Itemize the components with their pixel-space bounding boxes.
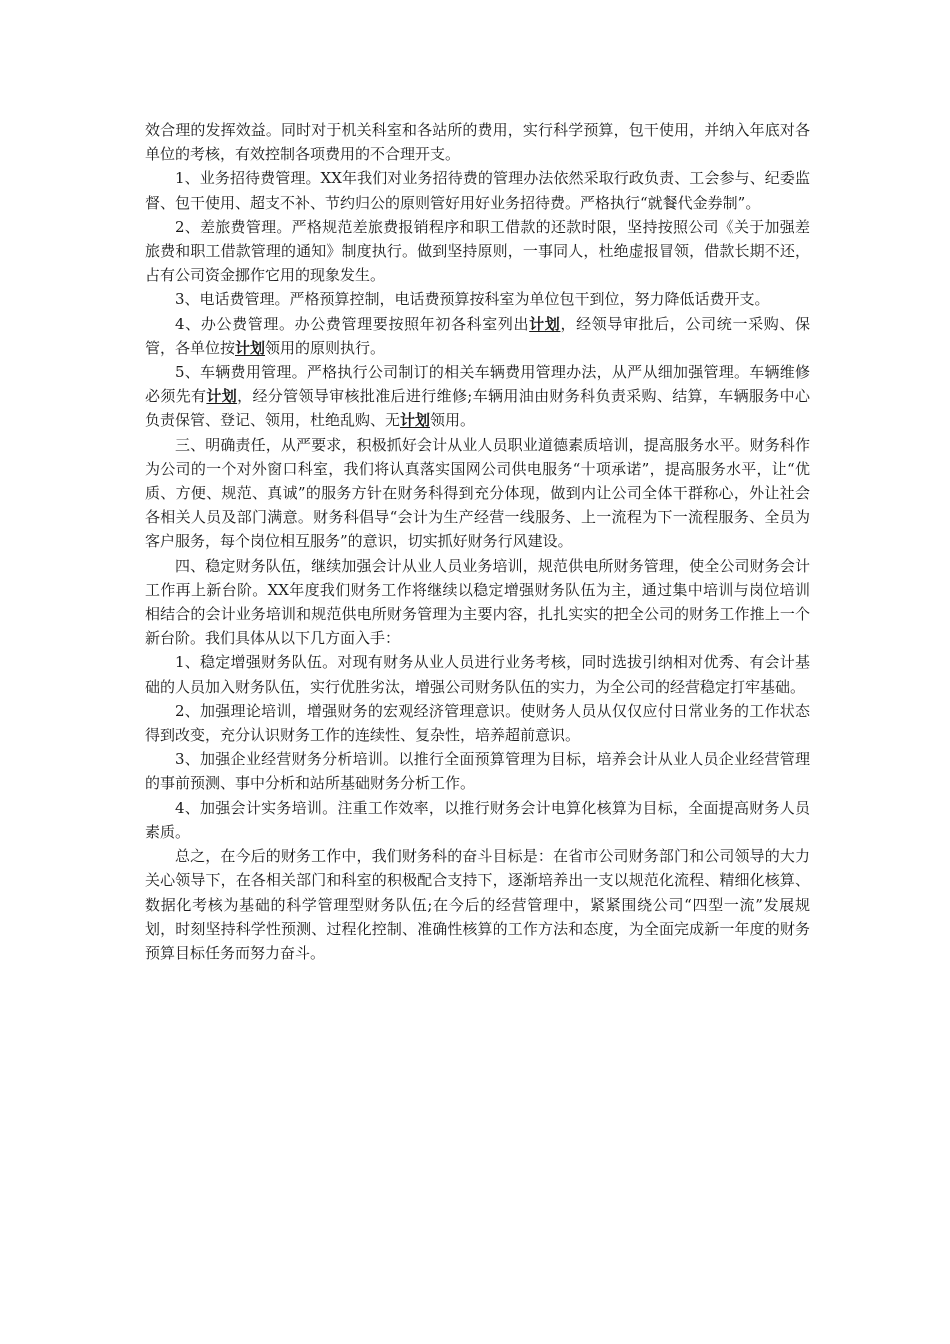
paragraph-text: 5、车辆费用管理。严格执行公司制订的相关车辆费用管理办法，从严从细加强管理。车辆维修必须先有 [145, 363, 810, 406]
plan-link[interactable]: 计划 [529, 314, 561, 333]
paragraph-text: 2、差旅费管理。严格规范差旅费报销程序和职工借款的还款时限，坚持按照公司《关于加强差旅费和职工借款管理的通知》制度执行。做到坚持原则，一事同人，杜绝虚报冒领，借款长期不还，占有公司资金挪作它用的现象发生。 [145, 217, 810, 285]
paragraph [145, 554, 810, 651]
paragraph-text: ，经分管领导审核批准后进行维修;车辆用油由财务科负责采购、结算，车辆服务中心负责保管、登记、领用，杜绝乱购、无 [145, 387, 810, 430]
paragraph [145, 650, 810, 698]
paragraph-text: 1、稳定增强财务队伍。对现有财务从业人员进行业务考核，同时选拔引纳相对优秀、有会计基础的人员加入财务队伍，实行优胜劣汰，增强公司财务队伍的实力，为全公司的经营稳定打牢基础。 [145, 653, 810, 696]
paragraph-text: 1、业务招待费管理。XX年我们对业务招待费的管理办法依然采取行政负责、工会参与、纪委监督、包干使用、超支不补、节约归公的原则管好用好业务招待费。严格执行“就餐代金券制”。 [145, 169, 810, 212]
paragraph [145, 287, 810, 311]
paragraph-text: 4、办公费管理。办公费管理要按照年初各科室列出 [175, 314, 530, 333]
paragraph [145, 312, 810, 360]
paragraph [145, 215, 810, 288]
paragraph-text: ，经领导审批后，公司统一采购、保管，各单位按 [145, 314, 810, 357]
paragraph-text: 三、明确责任，从严要求，积极抓好会计从业人员职业道德素质培训，提高服务水平。财务科作为公司的一个对外窗口科室，我们将认真落实国网公司供电服务“十项承诺”，提高服务水平，让“优质、方便、规范、真诚”的服务方针在财务科得到充分体现，做到内让公司全体干群称心，外让社会各相关人员及部门满意。财务科倡导“会计为生产经营一线服务、上一流程为下一流程服务、全员为客户服务，每个岗位相互服务”的意识，切实抓好财务行风建设。 [145, 435, 810, 551]
paragraph-text: 3、电话费管理。严格预算控制，电话费预算按科室为单位包干到位，努力降低话费开支。 [175, 290, 770, 309]
paragraph-text: 领用。 [430, 411, 476, 430]
paragraph [145, 796, 810, 844]
document-body [145, 118, 810, 965]
paragraph-text: 2、加强理论培训，增强财务的宏观经济管理意识。使财务人员从仅仅应付日常业务的工作状态得到改变，充分认识财务工作的连续性、复杂性，培养超前意识。 [145, 701, 810, 745]
paragraph [145, 166, 810, 214]
paragraph-text: 领用的原则执行。 [265, 338, 386, 357]
paragraph [145, 118, 810, 166]
paragraph [145, 433, 810, 554]
paragraph [145, 747, 810, 795]
paragraph-text: 4、加强会计实务培训。注重工作效率，以推行财务会计电算化核算为目标，全面提高财务人员素质。 [145, 798, 810, 841]
paragraph [145, 844, 810, 965]
paragraph-text: 3、加强企业经营财务分析培训。以推行全面预算管理为目标，培养会计从业人员企业经营管理的事前预测、事中分析和站所基础财务分析工作。 [145, 750, 810, 793]
paragraph-text: 效合理的发挥效益。同时对于机关科室和各站所的费用，实行科学预算，包干使用，并纳入年底对各单位的考核，有效控制各项费用的不合理开支。 [145, 121, 810, 164]
plan-link[interactable]: 计划 [206, 387, 238, 406]
paragraph-text: 四、稳定财务队伍，继续加强会计从业人员业务培训，规范供电所财务管理，使全公司财务会计工作再上新台阶。XX年度我们财务工作将继续以稳定增强财务队伍为主，通过集中培训与岗位培训相结合的会计业务培训和规范供电所财务管理为主要内容，扎扎实实的把全公司的财务工作推上一个新台阶。我们具体从以下几方面入手： [145, 556, 810, 648]
paragraph [145, 360, 810, 433]
paragraph-text: 总之，在今后的财务工作中，我们财务科的奋斗目标是：在省市公司财务部门和公司领导的大力关心领导下，在各相关部门和科室的积极配合支持下，逐渐培养出一支以规范化流程、精细化核算、数据化考核为基础的科学管理型财务队伍;在今后的经营管理中，紧紧围绕公司“四型一流”发展规划，时刻坚持科学性预测、过程化控制、准确性核算的工作方法和态度，为全面完成新一年度的财务预算目标任务而努力奋斗。 [145, 847, 810, 962]
paragraph [145, 699, 810, 747]
plan-link[interactable]: 计划 [235, 338, 266, 357]
plan-link[interactable]: 计划 [400, 411, 431, 430]
